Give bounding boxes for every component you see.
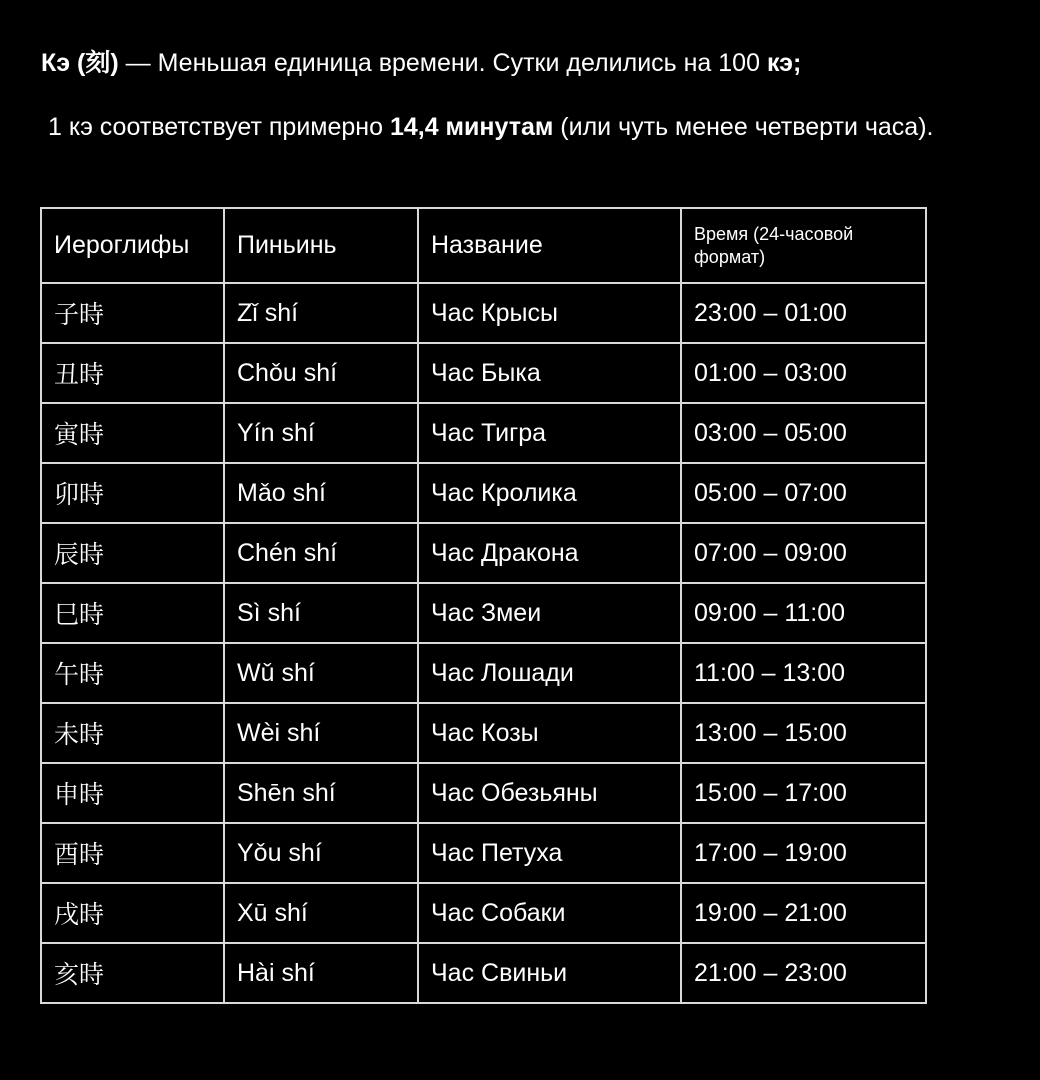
header-pinyin: Пиньинь bbox=[224, 208, 418, 283]
intro-line-ke-minutes bbox=[48, 112, 933, 142]
table-row bbox=[41, 943, 926, 1003]
table-row bbox=[41, 763, 926, 823]
table-row bbox=[41, 463, 926, 523]
table-row bbox=[41, 643, 926, 703]
cell-hieroglyphs: 申時 bbox=[41, 763, 224, 823]
table-row bbox=[41, 883, 926, 943]
cell-pinyin: Yǒu shí bbox=[224, 823, 418, 883]
table-header-row bbox=[41, 208, 926, 283]
cell-name: Час Петуха bbox=[418, 823, 681, 883]
cell-name: Час Быка bbox=[418, 343, 681, 403]
cell-pinyin: Yín shí bbox=[224, 403, 418, 463]
cell-pinyin: Sì shí bbox=[224, 583, 418, 643]
cell-pinyin: Wǔ shí bbox=[224, 643, 418, 703]
cell-pinyin: Wèi shí bbox=[224, 703, 418, 763]
cell-time: 15:00 – 17:00 bbox=[681, 763, 926, 823]
cell-pinyin: Chǒu shí bbox=[224, 343, 418, 403]
cell-pinyin: Zǐ shí bbox=[224, 283, 418, 343]
ke-definition-text: — Меньшая единица времени. Сутки делились на 100 bbox=[118, 49, 767, 77]
chinese-hours-table bbox=[40, 207, 927, 1004]
cell-hieroglyphs: 亥時 bbox=[41, 943, 224, 1003]
cell-hieroglyphs: 酉時 bbox=[41, 823, 224, 883]
cell-hieroglyphs: 寅時 bbox=[41, 403, 224, 463]
header-hieroglyphs: Иероглифы bbox=[41, 208, 224, 283]
cell-pinyin: Xū shí bbox=[224, 883, 418, 943]
ke-minutes-value: 14,4 минутам bbox=[389, 113, 554, 141]
cell-hieroglyphs: 未時 bbox=[41, 703, 224, 763]
cell-name: Час Тигра bbox=[418, 403, 681, 463]
cell-hieroglyphs: 戌時 bbox=[41, 883, 224, 943]
cell-time: 07:00 – 09:00 bbox=[681, 523, 926, 583]
cell-time: 05:00 – 07:00 bbox=[681, 463, 926, 523]
ke-minutes-text-end: (или чуть менее четверти часа). bbox=[553, 113, 934, 141]
cell-name: Час Змеи bbox=[418, 583, 681, 643]
table-row bbox=[41, 823, 926, 883]
ke-term: Кэ (刻) bbox=[41, 49, 119, 77]
cell-hieroglyphs: 丑時 bbox=[41, 343, 224, 403]
cell-name: Час Кролика bbox=[418, 463, 681, 523]
table-row bbox=[41, 343, 926, 403]
cell-name: Час Лошади bbox=[418, 643, 681, 703]
header-name: Название bbox=[418, 208, 681, 283]
cell-name: Час Свиньи bbox=[418, 943, 681, 1003]
table-row bbox=[41, 283, 926, 343]
cell-pinyin: Chén shí bbox=[224, 523, 418, 583]
cell-pinyin: Mǎo shí bbox=[224, 463, 418, 523]
cell-pinyin: Shēn shí bbox=[224, 763, 418, 823]
cell-hieroglyphs: 子時 bbox=[41, 283, 224, 343]
cell-time: 21:00 – 23:00 bbox=[681, 943, 926, 1003]
cell-time: 19:00 – 21:00 bbox=[681, 883, 926, 943]
intro-line-ke-definition bbox=[41, 48, 801, 78]
table-row bbox=[41, 703, 926, 763]
cell-time: 09:00 – 11:00 bbox=[681, 583, 926, 643]
cell-time: 01:00 – 03:00 bbox=[681, 343, 926, 403]
cell-time: 23:00 – 01:00 bbox=[681, 283, 926, 343]
cell-name: Час Собаки bbox=[418, 883, 681, 943]
cell-pinyin: Hài shí bbox=[224, 943, 418, 1003]
ke-unit: кэ; bbox=[766, 49, 802, 77]
cell-time: 17:00 – 19:00 bbox=[681, 823, 926, 883]
cell-name: Час Дракона bbox=[418, 523, 681, 583]
table-row bbox=[41, 403, 926, 463]
cell-hieroglyphs: 巳時 bbox=[41, 583, 224, 643]
cell-time: 11:00 – 13:00 bbox=[681, 643, 926, 703]
cell-time: 13:00 – 15:00 bbox=[681, 703, 926, 763]
header-time: Время (24-часовой формат) bbox=[681, 208, 926, 283]
table-body bbox=[41, 283, 926, 1003]
cell-hieroglyphs: 午時 bbox=[41, 643, 224, 703]
cell-hieroglyphs: 辰時 bbox=[41, 523, 224, 583]
ke-minutes-text-start: 1 кэ соответствует примерно bbox=[48, 113, 390, 141]
table-row bbox=[41, 583, 926, 643]
cell-hieroglyphs: 卯時 bbox=[41, 463, 224, 523]
cell-time: 03:00 – 05:00 bbox=[681, 403, 926, 463]
cell-name: Час Козы bbox=[418, 703, 681, 763]
cell-name: Час Крысы bbox=[418, 283, 681, 343]
cell-name: Час Обезьяны bbox=[418, 763, 681, 823]
table-row bbox=[41, 523, 926, 583]
